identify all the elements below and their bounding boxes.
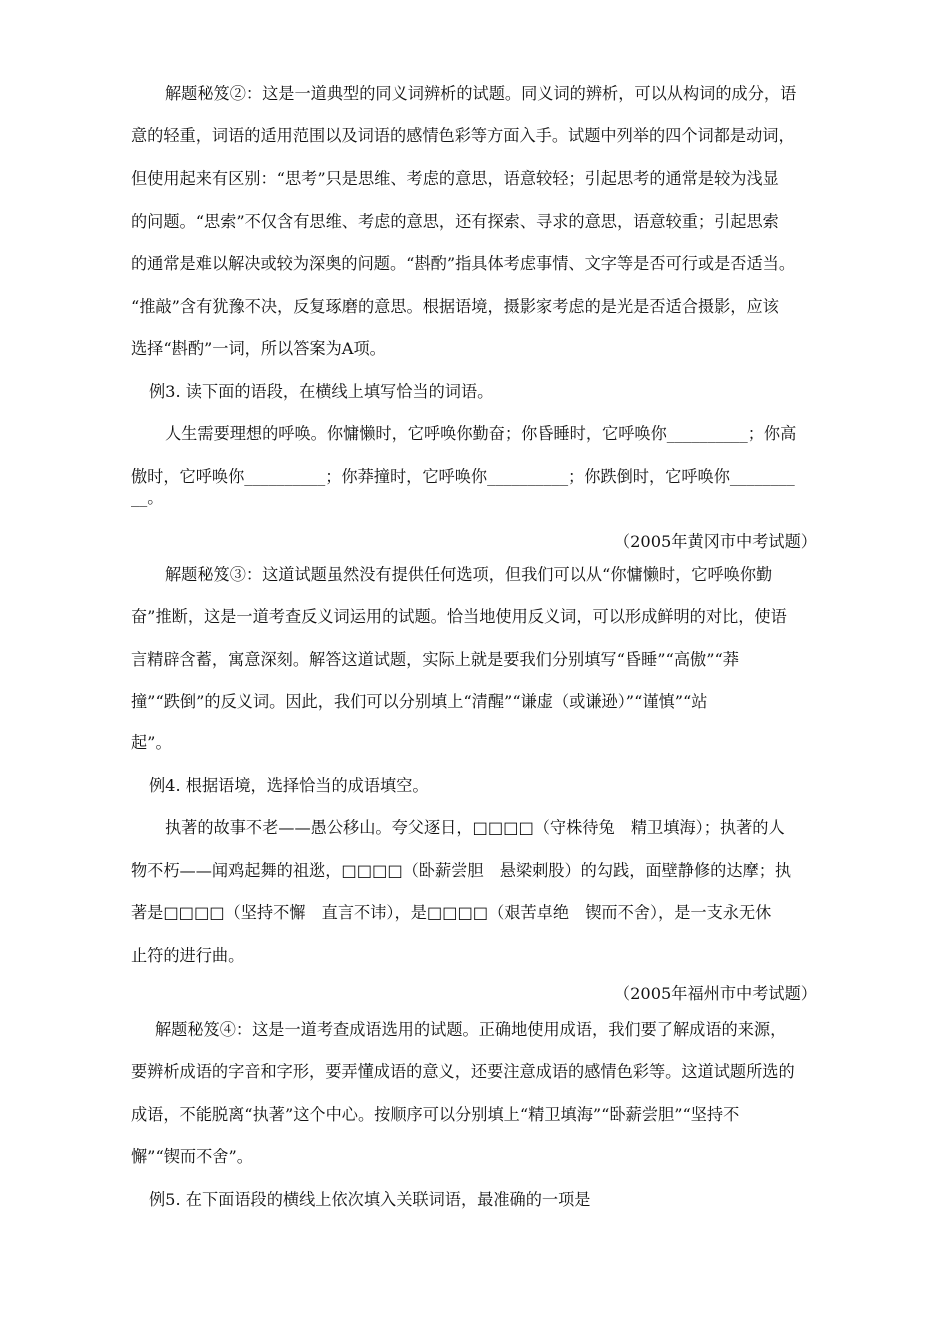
example-3-title: 例3. 读下面的语段，在横线上填写恰当的词语。 — [149, 382, 494, 401]
example-3-line: 人生需要理想的呼唤。你慵懒时，它呼唤你勤奋；你昏睡时，它呼唤你__________；你高 — [165, 424, 797, 443]
example-3-line: 傲时，它呼唤你__________；你莽撞时，它呼唤你__________；你跌倒时，它呼唤你________ — [131, 467, 795, 486]
example-4-title: 例4. 根据语境，选择恰当的成语填空。 — [149, 776, 429, 795]
solution-2-line: 选择“斟酌”一词，所以答案为A项。 — [131, 339, 386, 358]
solution-4-line: 成语，不能脱离“执著”这个中心。按顺序可以分别填上“精卫填海”“卧薪尝胆”“坚持不 — [131, 1105, 740, 1124]
example-5-title: 例5. 在下面语段的横线上依次填入关联词语，最准确的一项是 — [149, 1190, 591, 1209]
example-4-line: 著是□□□□（坚持不懈 直言不讳），是□□□□（艰苦卓绝 锲而不舍），是一支永无休 — [131, 903, 772, 922]
solution-2-line: 的问题。“思索”不仅含有思维、考虑的意思，还有探索、寻求的意思，语意较重；引起思索 — [131, 212, 779, 231]
solution-4-line: 要辨析成语的字音和字形，要弄懂成语的意义，还要注意成语的感情色彩等。这道试题所选的 — [131, 1062, 795, 1081]
solution-2-line: 的通常是难以解决或较为深奥的问题。“斟酌”指具体考虑事情、文字等是否可行或是否适当。 — [131, 254, 796, 273]
solution-2-line: “推敲”含有犹豫不决，反复琢磨的意思。根据语境，摄影家考虑的是光是否适合摄影，应该 — [131, 297, 779, 316]
solution-3-line: 解题秘笈③：这道试题虽然没有提供任何选项，但我们可以从“你慵懒时，它呼唤你勤 — [165, 565, 773, 584]
example-4-line: 物不朽——闻鸡起舞的祖逖，□□□□（卧薪尝胆 悬梁刺股）的勾践，面壁静修的达摩；执 — [131, 861, 792, 880]
solution-3-line: 奋”推断，这是一道考查反义词运用的试题。恰当地使用反义词，可以形成鲜明的对比，使语 — [131, 607, 787, 626]
solution-3-line: 起”。 — [131, 733, 172, 752]
solution-2-line: 解题秘笈②：这是一道典型的同义词辨析的试题。同义词的辨析，可以从构词的成分，语 — [165, 84, 797, 103]
example-4-line: 止符的进行曲。 — [131, 946, 245, 965]
example-4-line: 执著的故事不老——愚公移山。夸父逐日，□□□□（守株待兔 精卫填海）；执著的人 — [165, 818, 785, 837]
example-3-source: （2005年黄冈市中考试题） — [613, 532, 817, 551]
example-4-source: （2005年福州市中考试题） — [613, 984, 817, 1003]
solution-2-line: 意的轻重，词语的适用范围以及词语的感情色彩等方面入手。试题中列举的四个词都是动词， — [131, 126, 795, 145]
solution-3-line: 言精辟含蓄，寓意深刻。解答这道试题，实际上就是要我们分别填写“昏睡”“高傲”“莽 — [131, 650, 739, 669]
solution-4-line: 解题秘笈④：这是一道考查成语选用的试题。正确地使用成语，我们要了解成语的来源， — [155, 1020, 787, 1039]
example-3-line: __。 — [131, 488, 164, 507]
solution-2-line: 但使用起来有区别：“思考”只是思维、考虑的意思，语意较轻；引起思考的通常是较为浅显 — [131, 169, 779, 188]
solution-3-line: 撞”“跌倒”的反义词。因此，我们可以分别填上“清醒”“谦虚（或谦逊）”“谨慎”“站 — [131, 692, 708, 711]
solution-4-line: 懈”“锲而不舍”。 — [131, 1147, 253, 1166]
